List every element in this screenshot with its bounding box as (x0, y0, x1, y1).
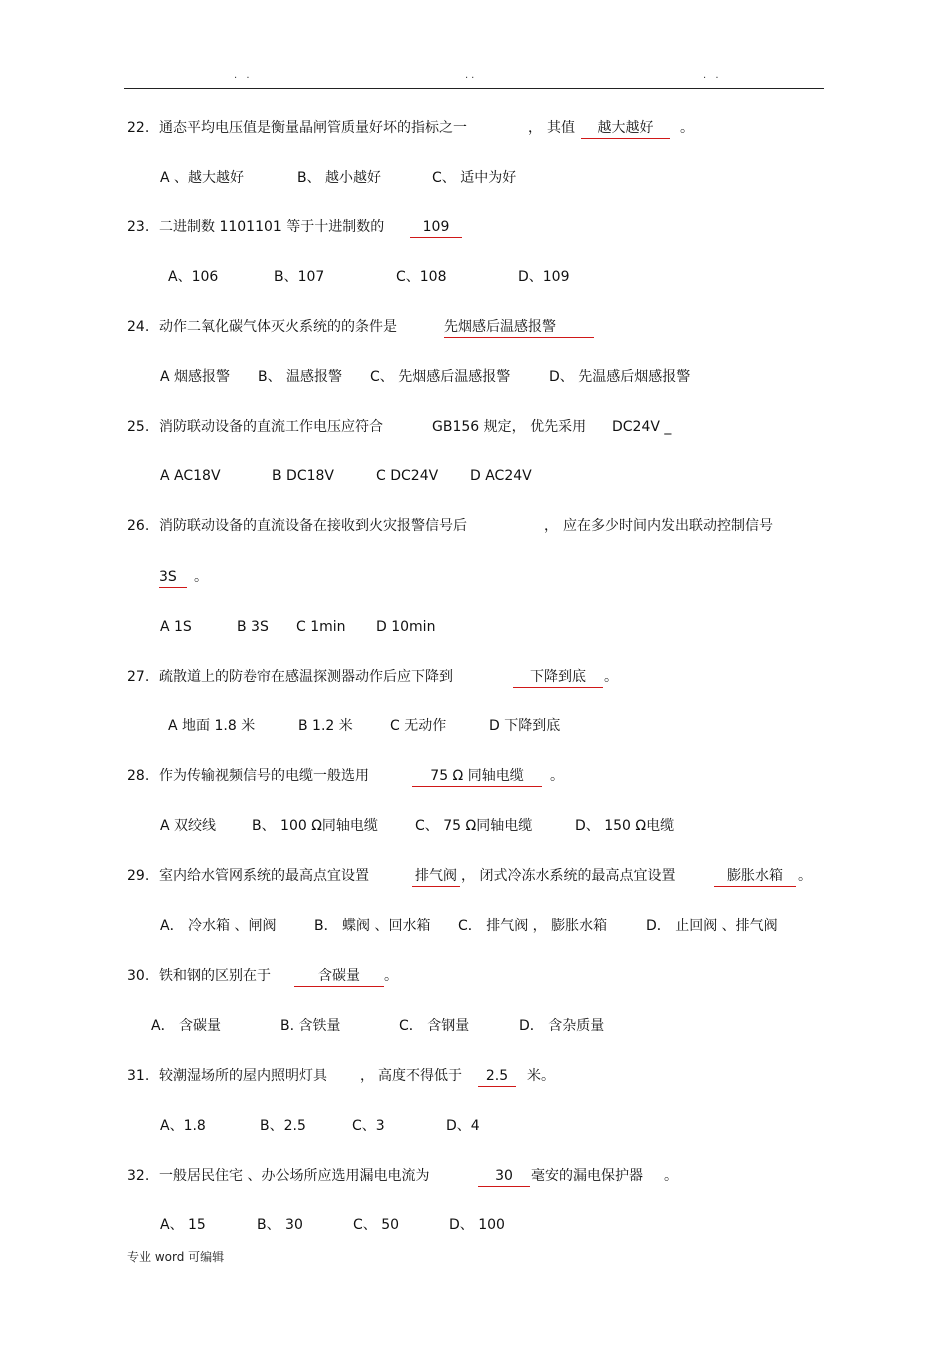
question-text-2: 其值 (547, 120, 575, 136)
option-a: A． 冷水箱 、闸阀 (160, 918, 277, 934)
question-text: 二进制数 1101101 等于十进制数的 (159, 219, 385, 235)
option-c: C DC24V (376, 468, 439, 484)
question-text-2: GB156 规定， 优先采用 (432, 419, 587, 435)
option-a: A 、越大越好 (160, 170, 245, 186)
option-d: D、109 (518, 269, 570, 285)
answer-2: 膨胀水箱 (714, 864, 796, 888)
option-b: B. 含铁量 (280, 1018, 341, 1034)
option-a: A、1.8 (160, 1118, 206, 1134)
question-number: 27. (127, 669, 150, 685)
question-number: 30. (127, 968, 150, 984)
answer: 越大越好 (581, 116, 670, 140)
option-c: C． 含钢量 (399, 1018, 470, 1034)
option-b: B、 30 (257, 1217, 303, 1233)
answer: 2.5 (478, 1064, 516, 1088)
question-text: 作为传输视频信号的电缆一般选用 (159, 768, 369, 784)
question-text: 消防联动设备的直流设备在接收到火灾报警信号后 (159, 518, 467, 534)
answer: 下降到底 (513, 665, 603, 689)
option-b: B． 蝶阀 、回水箱 (314, 918, 431, 934)
question-number: 26. (127, 518, 150, 534)
answer: 含碳量 (294, 964, 384, 988)
option-b: B、 越小越好 (297, 170, 382, 186)
question-number: 31. (127, 1068, 150, 1084)
option-c: C 1min (296, 619, 346, 635)
option-b: B DC18V (272, 468, 335, 484)
option-c: C． 排气阀 ， 膨胀水箱 (458, 918, 608, 934)
comma: ， (544, 518, 558, 534)
question-text: 疏散道上的防卷帘在感温探测器动作后应下降到 (159, 669, 453, 685)
option-c: C、 75 Ω同轴电缆 (415, 818, 533, 834)
question-text: 较潮湿场所的屋内照明灯具 (159, 1068, 327, 1084)
option-d: D AC24V (470, 468, 532, 484)
footer-text: 专业 word 可编辑 (127, 1250, 225, 1264)
answer: 109 (410, 215, 462, 239)
option-b: B、2.5 (260, 1118, 306, 1134)
question-number: 24. (127, 319, 150, 335)
header-dots-right: . . (703, 70, 722, 81)
question-number: 29. (127, 868, 150, 884)
option-d: D、 150 Ω电缆 (575, 818, 675, 834)
question-number: 32. (127, 1168, 150, 1184)
period: 。 (550, 768, 564, 784)
option-b: B 3S (237, 619, 269, 635)
option-d: D、 100 (449, 1217, 505, 1233)
option-a: A、106 (168, 269, 219, 285)
question-text-2: 毫安的漏电保护器 (531, 1168, 643, 1184)
option-c: C、108 (396, 269, 447, 285)
comma: ， (528, 120, 542, 136)
question-text: 铁和钢的区别在于 (159, 968, 271, 984)
question-number: 28. (127, 768, 150, 784)
answer: 先烟感后温感报警 (444, 315, 594, 339)
option-a: A． 含碳量 (151, 1018, 222, 1034)
answer: 排气阀 (412, 864, 460, 888)
option-c: C、 适中为好 (432, 170, 517, 186)
header-dots-mid: .. (465, 70, 478, 81)
header-rule (124, 88, 824, 89)
question-text: 消防联动设备的直流工作电压应符合 (159, 419, 383, 435)
option-b: B、107 (274, 269, 325, 285)
unit: 米。 (527, 1068, 555, 1084)
option-a: A 双绞线 (160, 818, 217, 834)
option-c: C、 50 (353, 1217, 400, 1233)
question-number: 22. (127, 120, 150, 136)
answer: DC24V _ (612, 419, 672, 435)
option-c: C、 先烟感后温感报警 (370, 369, 511, 385)
option-a: A 1S (160, 619, 192, 635)
comma: ， (360, 1068, 374, 1084)
option-a: A 烟感报警 (160, 369, 231, 385)
period: 。 (384, 968, 398, 984)
option-a: A 地面 1.8 米 (168, 718, 256, 734)
question-number: 25. (127, 419, 150, 435)
option-d: D、 先温感后烟感报警 (549, 369, 691, 385)
period: 。 (680, 120, 694, 136)
question-text: 动作二氧化碳气体灭火系统的的条件是 (159, 319, 397, 335)
option-d: D、4 (446, 1118, 480, 1134)
question-text: 一般居民住宅 、办公场所应选用漏电电流为 (159, 1168, 430, 1184)
answer: 75 Ω 同轴电缆 (412, 764, 542, 788)
option-b: B、 100 Ω同轴电缆 (252, 818, 378, 834)
option-a: A AC18V (160, 468, 221, 484)
header-dots-left: . . (234, 70, 253, 81)
option-b: B 1.2 米 (298, 718, 353, 734)
option-c: C、3 (352, 1118, 385, 1134)
question-text: 室内给水管网系统的最高点宜设置 (159, 868, 369, 884)
option-c: C 无动作 (390, 718, 447, 734)
answer: 30 (478, 1164, 530, 1188)
question-text-2: ， 闭式冷冻水系统的最高点宜设置 (461, 868, 676, 884)
option-d: D． 止回阀 、排气阀 (646, 918, 778, 934)
question-text: 通态平均电压值是衡量晶闸管质量好坏的指标之一 (159, 120, 467, 136)
option-b: B、 温感报警 (258, 369, 343, 385)
period: 。 (194, 569, 208, 585)
option-d: D 10min (376, 619, 436, 635)
option-d: D． 含杂质量 (519, 1018, 605, 1034)
question-text-2: 高度不得低于 (378, 1068, 462, 1084)
option-d: D 下降到底 (489, 718, 561, 734)
period: 。 (798, 868, 812, 884)
question-text-2: 应在多少时间内发出联动控制信号 (563, 518, 773, 534)
option-a: A、 15 (160, 1217, 206, 1233)
period: 。 (664, 1168, 678, 1184)
question-number: 23. (127, 219, 150, 235)
answer: 3S (159, 565, 187, 589)
period: 。 (604, 669, 618, 685)
